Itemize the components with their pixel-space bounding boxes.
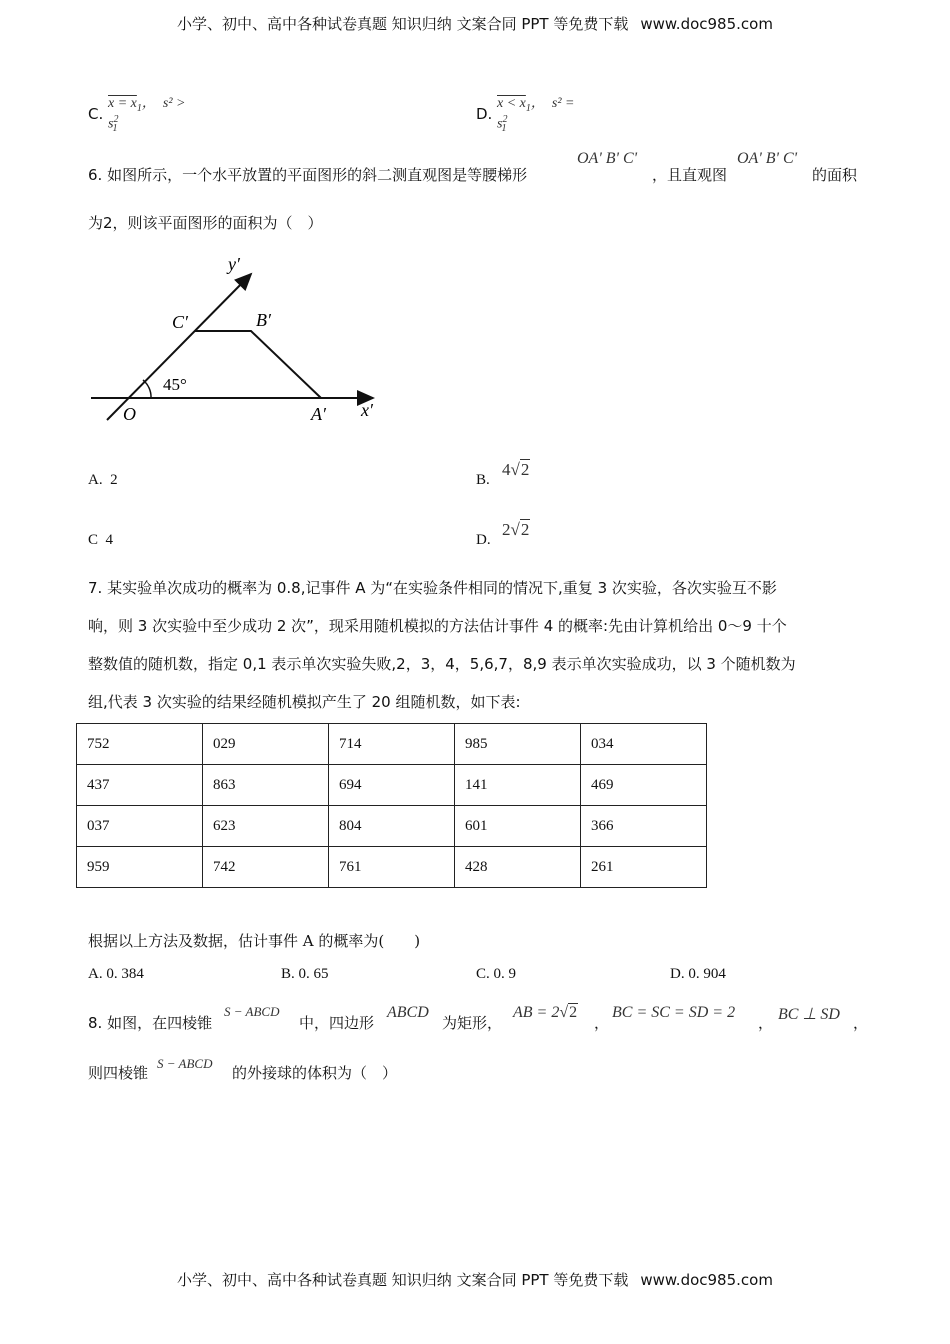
q8-line2-b: 的外接球的体积为（ ） — [232, 1064, 398, 1082]
random-number-table — [76, 723, 707, 888]
q6-figure — [85, 250, 385, 430]
table-cell: 959 — [77, 847, 203, 888]
q7-line2: 响，则 3 次实验中至少成功 2 次”，现采用随机模拟的方法估计事件 4 的概率:先由计算机给出 0～9 十个 — [88, 617, 787, 635]
page-header — [0, 13, 950, 34]
q8-ab-radicand: 2 — [569, 1004, 578, 1021]
table-cell: 469 — [581, 765, 707, 806]
x-axis-label: x′ — [361, 400, 373, 420]
q8-math-ab: AB = 2√2 — [513, 1004, 578, 1021]
table-cell: 366 — [581, 806, 707, 847]
q5-c-variance-relation: s² > s — [108, 96, 186, 132]
q7-line4: 组,代表 3 次实验的结果经随机模拟产生了 20 组随机数，如下表: — [88, 693, 521, 711]
q8-part1: 8. 如图，在四棱锥 — [88, 1014, 213, 1032]
q7-line3: 整数值的随机数，指定 0,1 表示单次实验失败,2，3，4，5,6,7，8,9 表示单次实验成功，以 3 个随机数为 — [88, 655, 796, 673]
table-cell: 261 — [581, 847, 707, 888]
table-cell: 804 — [329, 806, 455, 847]
q8-part3: 为矩形， — [442, 1014, 503, 1032]
q6-option-b-label: B. — [476, 472, 490, 488]
q8-line2-math: S − ABCD — [157, 1056, 213, 1071]
q7-option-a[interactable]: A. 0. 384 — [88, 966, 144, 982]
q6-line1-a: 6. 如图所示，一个水平放置的平面图形的斜二测直观图是等腰梯形 — [88, 166, 528, 184]
q6-figure-svg — [85, 250, 385, 430]
table-cell: 863 — [203, 765, 329, 806]
q6-option-b-coef: 4 — [502, 460, 511, 479]
q6-option-b-math: 4√2 — [502, 460, 530, 479]
q6-option-a[interactable] — [88, 472, 118, 489]
footer-site-link[interactable]: www.doc985.com — [640, 1271, 773, 1289]
table-cell: 029 — [203, 724, 329, 765]
header-site-link[interactable]: www.doc985.com — [640, 15, 773, 33]
footer-text: 小学、初中、高中各种试卷真题 知识归纳 文案合同 PPT 等免费下载 — [177, 1271, 629, 1289]
origin-label: O — [123, 404, 136, 424]
q7-option-c[interactable]: C. 0. 9 — [476, 966, 517, 982]
table-cell: 141 — [455, 765, 581, 806]
table-cell: 714 — [329, 724, 455, 765]
point-a-label: A′ — [311, 404, 326, 424]
table-cell: 985 — [455, 724, 581, 765]
q8-part5: ， — [758, 1014, 774, 1032]
table-cell: 752 — [77, 724, 203, 765]
table-cell: 428 — [455, 847, 581, 888]
q8-part4: ， — [594, 1014, 610, 1032]
q5-option-d[interactable] — [476, 104, 492, 124]
point-b-label: B′ — [256, 310, 271, 330]
page-footer — [0, 1269, 950, 1290]
q6-option-d[interactable] — [476, 532, 491, 549]
table-row — [77, 847, 707, 888]
q8-math-pyramid: S − ABCD — [224, 1004, 280, 1019]
q6-math-trapezoid-2: OA' B' C' — [737, 150, 798, 167]
q6-option-a-label: A. — [88, 472, 103, 488]
q6-option-d-radicand: 2 — [520, 520, 530, 539]
q5-option-d-label: D. — [476, 105, 493, 123]
q6-option-b[interactable] — [476, 472, 490, 489]
table-cell: 437 — [77, 765, 203, 806]
table-cell: 037 — [77, 806, 203, 847]
q8-math-rectangle: ABCD — [387, 1004, 429, 1021]
q8-part2: 中，四边形 — [299, 1014, 375, 1032]
y-axis-label: y′ — [228, 254, 240, 274]
point-c-label: C′ — [172, 312, 188, 332]
q5-option-d-math: $x < x_1$， $s^2 = s^2_1$ — [497, 96, 575, 135]
q8-math-equal-edges: BC = SC = SD = 2 — [612, 1004, 736, 1021]
angle-label: 45° — [163, 375, 187, 394]
q5-d-variance-equation: s² = s — [497, 96, 575, 132]
q7-line1: 7. 某实验单次成功的概率为 0.8,记事件 A 为“在实验条件相同的情况下,重复 3 次实验，各次实验互不影 — [88, 579, 777, 597]
q6-line2: 为2，则该平面图形的面积为（ ） — [88, 214, 323, 232]
q6-option-b-radicand: 2 — [520, 460, 530, 479]
q6-option-d-coef: 2 — [502, 520, 511, 539]
q6-line1-b: ，且直观图 — [652, 166, 728, 184]
table-row — [77, 724, 707, 765]
q6-option-c-label: C — [88, 532, 99, 548]
q7-question: 根据以上方法及数据，估计事件 A 的概率为( ) — [88, 932, 421, 950]
trapezoid-edges — [195, 331, 321, 398]
q6-option-a-value: 2 — [110, 472, 118, 488]
q6-option-c-value: 4 — [105, 532, 114, 548]
table-cell: 742 — [203, 847, 329, 888]
table-row — [77, 806, 707, 847]
header-text: 小学、初中、高中各种试卷真题 知识归纳 文案合同 PPT 等免费下载 — [177, 15, 629, 33]
q8-ab-equation: AB = 2 — [513, 1004, 560, 1021]
q6-line1-c: 的面积 — [812, 166, 858, 184]
q5-option-c-label: C. — [88, 105, 104, 123]
table-cell: 034 — [581, 724, 707, 765]
q8-math-perpendicular: BC ⊥ SD — [778, 1006, 840, 1023]
q5-option-c[interactable] — [88, 104, 103, 124]
q7-option-d[interactable]: D. 0. 904 — [670, 966, 726, 982]
q8-line2-a: 则四棱锥 — [88, 1064, 149, 1082]
table-cell: 694 — [329, 765, 455, 806]
q6-option-c[interactable] — [88, 532, 113, 549]
table-row — [77, 765, 707, 806]
q5-option-c-math: $x = x_1$， $s^2 > s^2_1$ — [108, 96, 186, 135]
q5-d-mean-relation: x < x — [497, 96, 526, 111]
table-cell: 601 — [455, 806, 581, 847]
table-cell: 623 — [203, 806, 329, 847]
q6-option-d-math: 2√2 — [502, 520, 530, 539]
q6-option-d-label: D. — [476, 532, 491, 548]
q5-c-mean-equation: x = x — [108, 96, 137, 111]
q6-math-trapezoid-1: OA' B' C' — [577, 150, 638, 167]
q8-part6: ， — [853, 1014, 869, 1032]
q7-option-b[interactable]: B. 0. 65 — [281, 966, 329, 982]
table-cell: 761 — [329, 847, 455, 888]
